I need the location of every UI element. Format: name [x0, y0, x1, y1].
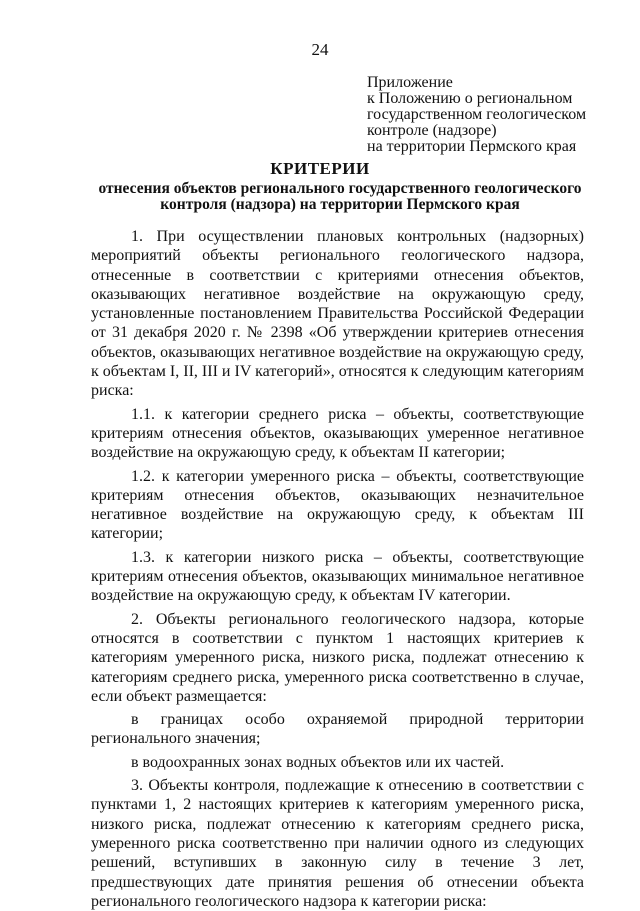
appendix-line: государственном геологическом — [367, 106, 587, 123]
paragraph-1-2: 1.2. к категории умеренного риска – объекты, соответствующие критериям отнесения объектов, оказывающих незначительное негативное воздействие на окружающую среду, к объектам III категории; — [91, 467, 584, 543]
paragraph-2-item-1: в границах особо охраняемой природной территории регионального значения; — [91, 711, 584, 748]
appendix-line: на территории Пермского края — [367, 138, 577, 155]
paragraph-2-item-2: в водоохранных зонах водных объектов или их частей. — [131, 753, 505, 771]
document-body — [91, 227, 584, 911]
paragraph-1: 1. При осуществлении плановых контрольных (надзорных) мероприятий объекты регионального геологического надзора, отнесенные в соответствии с критериями отнесения объектов, оказывающих негативное воздействие на окружающую среду, установленные постановлением Правительства Российской Федерации от 31 декабря 2020 г. № 2398 «Об утверждении критериев отнесения объектов, оказывающих негативное воздействие на окружающую среду, к объектам I, II, III и IV категорий», относятся к следующим категориям риска: — [91, 228, 584, 400]
paragraph-1-3: 1.3. к категории низкого риска – объекты, соответствующие критериям отнесения объектов, оказывающих минимальное негативное воздействие на окружающую среду, к объектам IV категории. — [91, 548, 584, 605]
appendix-line: контроле (надзоре) — [367, 122, 497, 139]
page-number: 24 — [311, 40, 329, 59]
document-subtitle: отнесения объектов регионального государственного геологического контроля (надзора) на территории Пермского края — [98, 180, 582, 213]
appendix-block — [367, 75, 586, 155]
paragraph-1-1: 1.1. к категории среднего риска – объекты, соответствующие критериям отнесения объектов, оказывающих умеренное негативное воздействие на окружающую среду, к объектам II категории; — [91, 405, 584, 462]
appendix-line: к Положению о региональном — [367, 90, 573, 107]
paragraph-3: 3. Объекты контроля, подлежащие к отнесению в соответствии с пунктами 1, 2 настоящих критериев к категориям умеренного риска, низкого риска, подлежат отнесению к категориям среднего риска, умеренного риска соответственно при наличии одного из следующих решений, вступивших в законную силу в течение 3 лет, предшествующих дате принятия решения об отнесении объекта регионального геологического надзора к категории риска: — [91, 777, 584, 910]
appendix-line: Приложение — [367, 74, 453, 91]
paragraph-2: 2. Объекты регионального геологического надзора, которые относятся в соответствии с пунктом 1 настоящих критериев к категориям умеренного риска, низкого риска, подлежат отнесению к категориям среднего риска, умеренного риска соответственно в случае, если объект размещается: — [91, 610, 584, 705]
document-title: КРИТЕРИИ — [270, 159, 370, 178]
